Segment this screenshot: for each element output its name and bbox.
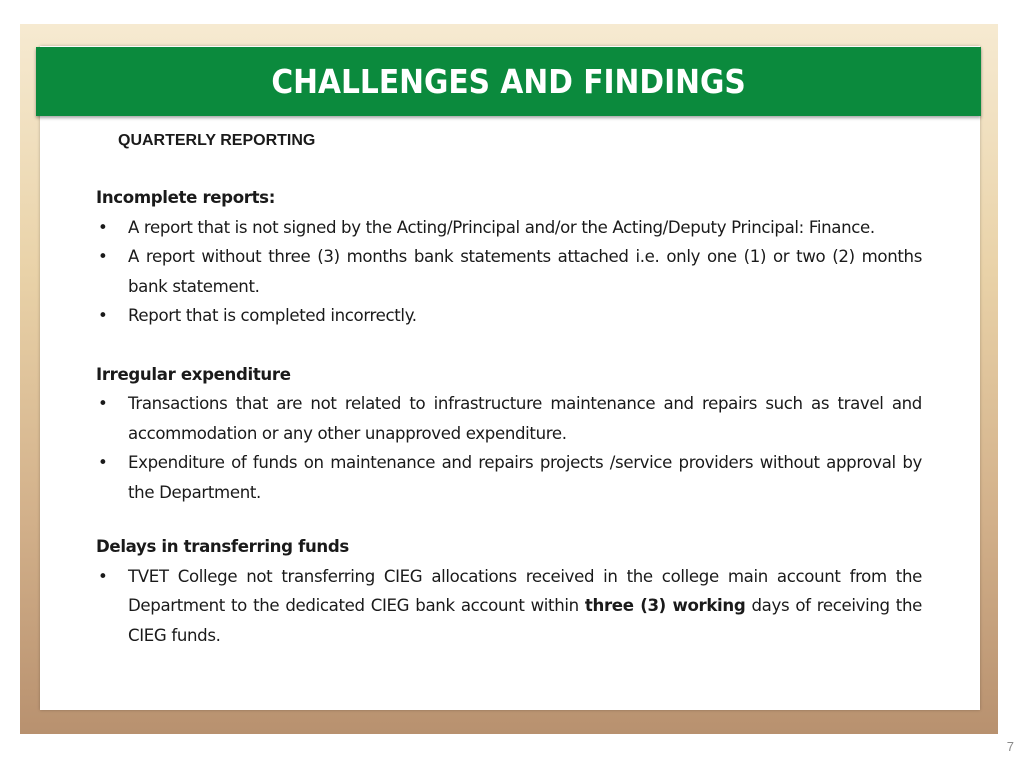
spacer: [96, 507, 922, 532]
bullet-icon: •: [98, 566, 108, 586]
bullet-list: [96, 389, 922, 507]
section-irregular-expenditure: [96, 360, 922, 508]
list-item: [96, 448, 922, 507]
spacer: [96, 331, 922, 360]
bullet-icon: •: [98, 306, 108, 325]
list-item-text-end: days of receiving the CIEG funds.: [128, 596, 922, 645]
list-item: [96, 301, 922, 331]
section-heading: Delays in transferring funds: [96, 537, 349, 556]
list-item-text: A report without three (3) months bank statements attached i.e. only one (1) or two (2) months bank statement.: [128, 247, 922, 296]
section-heading: Incomplete reports:: [96, 188, 275, 207]
bullet-icon: •: [98, 394, 108, 413]
slide-content: [96, 183, 922, 650]
slide-title: CHALLENGES AND FINDINGS: [271, 62, 746, 101]
bullet-list: [96, 213, 922, 331]
page-number: 7: [1006, 739, 1014, 754]
list-item-text: Expenditure of funds on maintenance and repairs projects /service providers without approval by the Department.: [128, 453, 922, 502]
list-item: [96, 389, 922, 448]
title-bar: [36, 47, 981, 116]
bullet-icon: •: [98, 247, 108, 266]
list-item-text-bold: three (3) working: [584, 596, 746, 615]
section-heading: Irregular expenditure: [96, 364, 291, 384]
list-item: [96, 213, 922, 243]
bullet-icon: •: [98, 453, 108, 472]
section-incomplete-reports: [96, 183, 922, 331]
slide-subtitle: QUARTERLY REPORTING: [118, 132, 316, 149]
list-item-text: Transactions that are not related to infrastructure maintenance and repairs such as travel and accommodation or any other unapproved expenditure.: [128, 394, 922, 443]
list-item-text: Report that is completed incorrectly.: [128, 306, 417, 325]
bullet-list: [96, 562, 922, 651]
list-item-text: A report that is not signed by the Acting/Principal and/or the Acting/Deputy Principal: Finance.: [128, 217, 875, 237]
section-delays-transferring-funds: [96, 532, 922, 650]
list-item: [96, 562, 922, 651]
bullet-icon: •: [98, 217, 108, 237]
list-item-text-start: TVET College not transferring CIEG allocations received in the college main account from the Department to the dedicated CIEG bank account within: [128, 566, 922, 615]
list-item: [96, 242, 922, 301]
